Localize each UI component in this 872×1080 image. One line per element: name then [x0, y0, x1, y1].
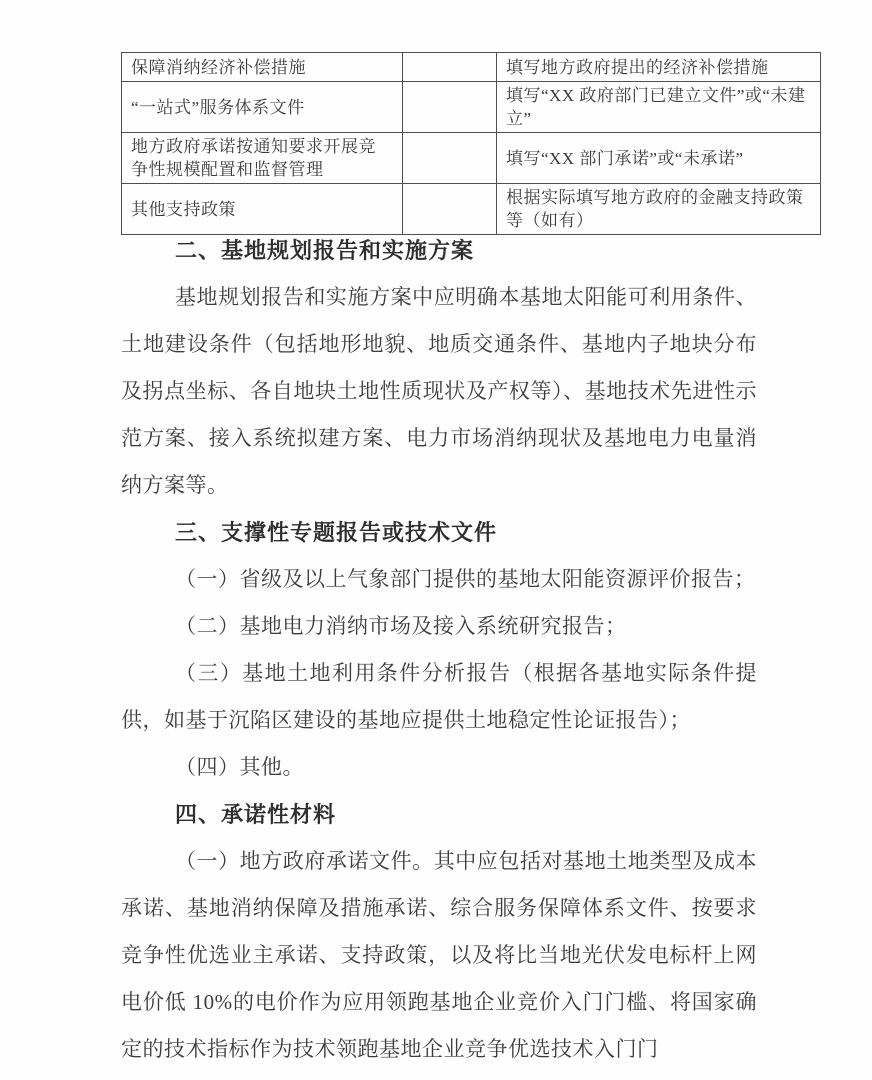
instruction-cell: 填写“XX 部门承诺”或“未承诺” [497, 133, 821, 184]
value-cell [403, 133, 497, 184]
list-item-3-1: （一）省级及以上气象部门提供的基地太阳能资源评价报告； [175, 567, 756, 591]
instruction-cell: 填写“XX 政府部门已建立文件”或“未建立” [497, 82, 821, 133]
table-row [122, 82, 821, 133]
paragraph-section4-item1: （一）地方政府承诺文件。其中应包括对基地土地类型及成本承诺、基地消纳保障及措施承诺、综合服务保障体系文件、按要求竞争性优选业主承诺、支持政策，以及将比当地光伏发电标杆上网电价低 10%的电价作为应用领跑基地企业竞价入门门槛、将国家确定的技术指标作为技术领跑基地企业竞争优选技术入门门 [121, 849, 757, 1061]
section-heading-4: 四、承诺性材料 [175, 802, 337, 827]
requirements-table [121, 52, 821, 235]
value-cell [403, 53, 497, 82]
item-cell: 地方政府承诺按通知要求开展竞争性规模配置和监督管理 [122, 133, 403, 184]
instruction-cell: 填写地方政府提出的经济补偿措施 [497, 53, 821, 82]
section-heading-2: 二、基地规划报告和实施方案 [175, 238, 475, 263]
table-row [122, 53, 821, 82]
item-cell: 其他支持政策 [122, 184, 403, 235]
instruction-cell: 根据实际填写地方政府的金融支持政策等（如有） [497, 184, 821, 235]
document-body [121, 227, 757, 1073]
list-item-3-3: （三）基地土地利用条件分析报告（根据各基地实际条件提供，如基于沉陷区建设的基地应提供土地稳定性论证报告）； [121, 661, 757, 732]
item-cell: 保障消纳经济补偿措施 [122, 53, 403, 82]
section-heading-3: 三、支撑性专题报告或技术文件 [175, 520, 498, 545]
list-item-3-4: （四）其他。 [175, 755, 304, 779]
paragraph-section2-body: 基地规划报告和实施方案中应明确本基地太阳能可利用条件、土地建设条件（包括地形地貌、地质交通条件、基地内子地块分布及拐点坐标、各自地块土地性质现状及产权等）、基地技术先进性示范方案、接入系统拟建方案、电力市场消纳现状及基地电力电量消纳方案等。 [121, 285, 757, 497]
item-cell: “一站式”服务体系文件 [122, 82, 403, 133]
list-item-3-2: （二）基地电力消纳市场及接入系统研究报告； [175, 614, 627, 638]
value-cell [403, 82, 497, 133]
table-row [122, 133, 821, 184]
